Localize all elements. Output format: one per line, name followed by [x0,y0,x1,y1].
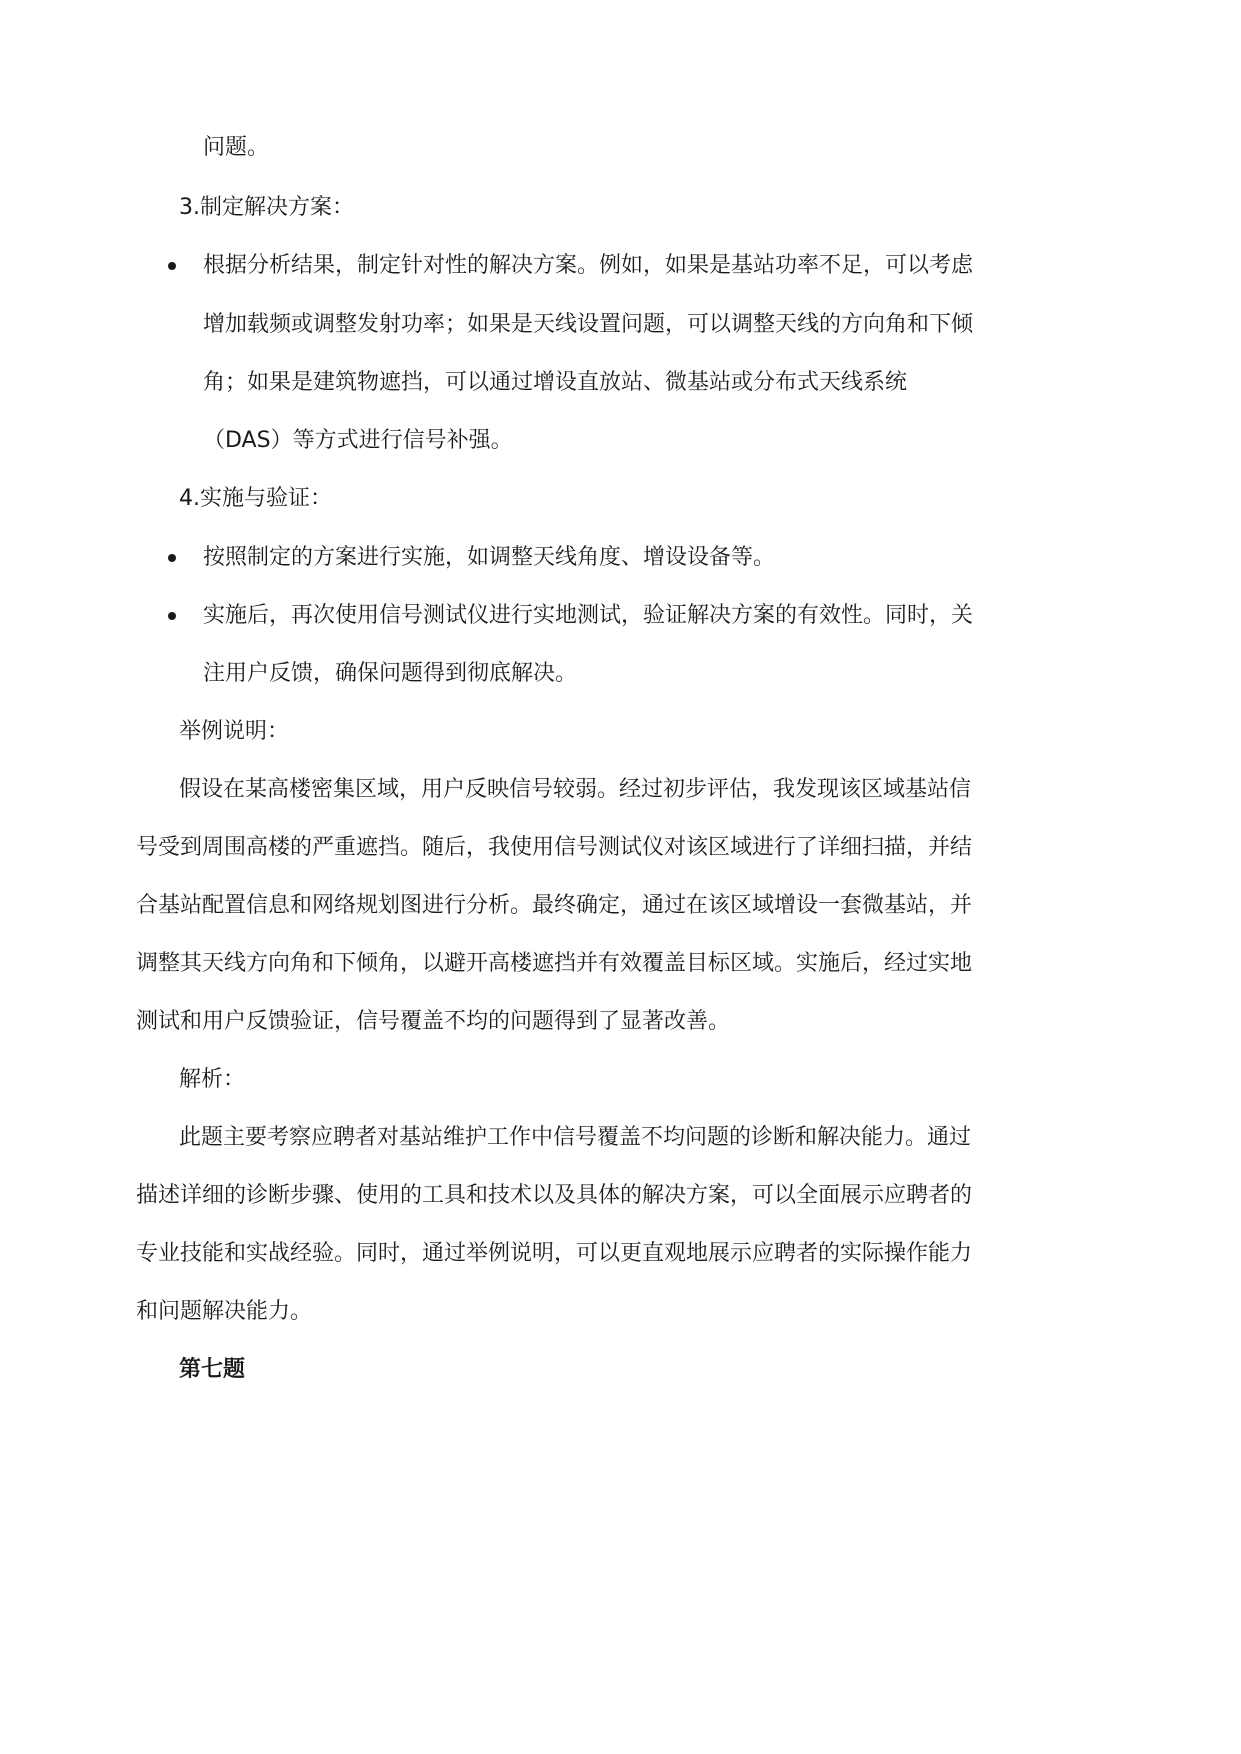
example-paragraph-line2: 号受到周围高楼的严重遮挡。随后，我使用信号测试仪对该区域进行了详细扫描，并结 [136,835,973,860]
continuation-line: 问题。 [203,135,270,160]
analysis-paragraph-line1: 此题主要考察应聘者对基站维护工作中信号覆盖不均问题的诊断和解决能力。通过 [179,1125,972,1150]
step4-heading: 4.实施与验证： [179,486,332,511]
step3-bullet1-line4: （DAS）等方式进行信号补强。 [203,428,513,453]
analysis-paragraph-line4: 和问题解决能力。 [136,1299,313,1324]
step3-bullet1-line3: 角；如果是建筑物遮挡，可以通过增设直放站、微基站或分布式天线系统 [203,370,908,395]
bullet-icon [168,612,176,620]
bullet-icon [168,554,176,562]
example-heading: 举例说明： [179,719,290,744]
example-paragraph-line4: 调整其天线方向角和下倾角，以避开高楼遮挡并有效覆盖目标区域。实施后，经过实地 [136,951,973,976]
step3-bullet1-line2: 增加载频或调整发射功率；如果是天线设置问题，可以调整天线的方向角和下倾 [203,312,974,337]
analysis-paragraph-line2: 描述详细的诊断步骤、使用的工具和技术以及具体的解决方案，可以全面展示应聘者的 [136,1183,973,1208]
section-heading: 第七题 [179,1357,246,1382]
analysis-paragraph-line3: 专业技能和实战经验。同时，通过举例说明，可以更直观地展示应聘者的实际操作能力 [136,1241,973,1266]
step4-bullet2-line2: 注用户反馈，确保问题得到彻底解决。 [203,661,578,686]
step4-bullet2-line1: 实施后，再次使用信号测试仪进行实地测试，验证解决方案的有效性。同时，关 [203,603,974,628]
bullet-icon [168,262,176,270]
example-paragraph-line5: 测试和用户反馈验证，信号覆盖不均的问题得到了显著改善。 [136,1009,731,1034]
step3-bullet1-line1: 根据分析结果，制定针对性的解决方案。例如，如果是基站功率不足，可以考虑 [203,253,974,278]
example-paragraph-line3: 合基站配置信息和网络规划图进行分析。最终确定，通过在该区域增设一套微基站，并 [136,893,973,918]
step3-heading: 3.制定解决方案： [179,195,354,220]
example-paragraph-line1: 假设在某高楼密集区域，用户反映信号较弱。经过初步评估，我发现该区域基站信 [179,777,972,802]
step4-bullet1: 按照制定的方案进行实施，如调整天线角度、增设设备等。 [203,545,776,570]
analysis-heading: 解析： [179,1067,246,1092]
